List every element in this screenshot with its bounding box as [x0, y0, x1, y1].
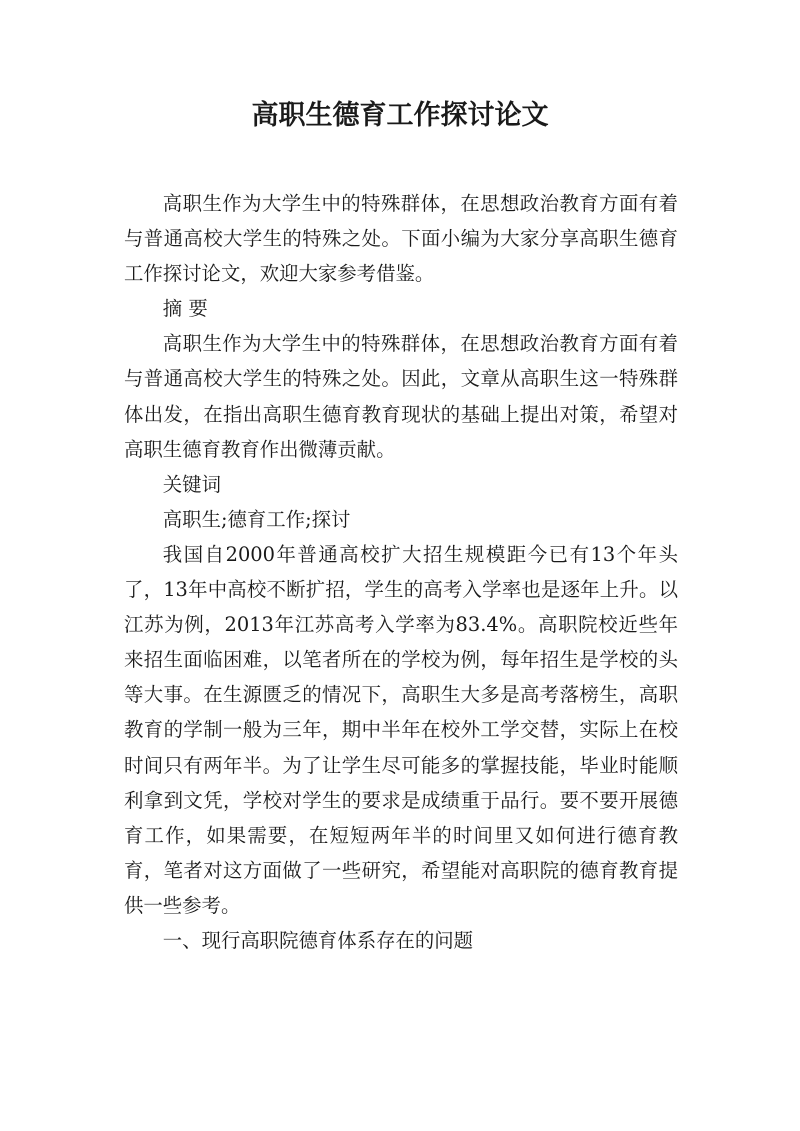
document-body	[124, 186, 678, 958]
document-title: 高职生德育工作探讨论文	[251, 100, 549, 131]
section-heading: 一、现行高职院德育体系存在的问题	[162, 928, 474, 952]
keywords-heading: 关键词	[162, 472, 221, 496]
intro-paragraph: 高职生作为大学生中的特殊群体，在思想政治教育方面有着与普通高校大学生的特殊之处。下面小编为大家分享高职生德育工作探讨论文，欢迎大家参考借鉴。	[124, 192, 678, 286]
abstract-paragraph: 高职生作为大学生中的特殊群体，在思想政治教育方面有着与普通高校大学生的特殊之处。因此，文章从高职生这一特殊群体出发，在指出高职生德育教育现状的基础上提出对策，希望对高职生德育教育作出微薄贡献。	[124, 332, 678, 461]
keywords-paragraph: 高职生;德育工作;探讨	[162, 507, 351, 531]
body-paragraph: 我国自2000年普通高校扩大招生规模距今已有13个年头了，13年中高校不断扩招，学生的高考入学率也是逐年上升。以江苏为例，2013年江苏高考入学率为83.4%。高职院校近些年来招生面临困难，以笔者所在的学校为例，每年招生是学校的头等大事。在生源匮乏的情况下，高职生大多是高考落榜生，高职教育的学制一般为三年，期中半年在校外工学交替，实际上在校时间只有两年半。为了让学生尽可能多的掌握技能，毕业时能顺利拿到文凭，学校对学生的要求是成绩重于品行。要不要开展德育工作，如果需要，在短短两年半的时间里又如何进行德育教育，笔者对这方面做了一些研究，希望能对高职院的德育教育提供一些参考。	[124, 542, 678, 917]
abstract-heading: 摘 要	[162, 297, 208, 321]
